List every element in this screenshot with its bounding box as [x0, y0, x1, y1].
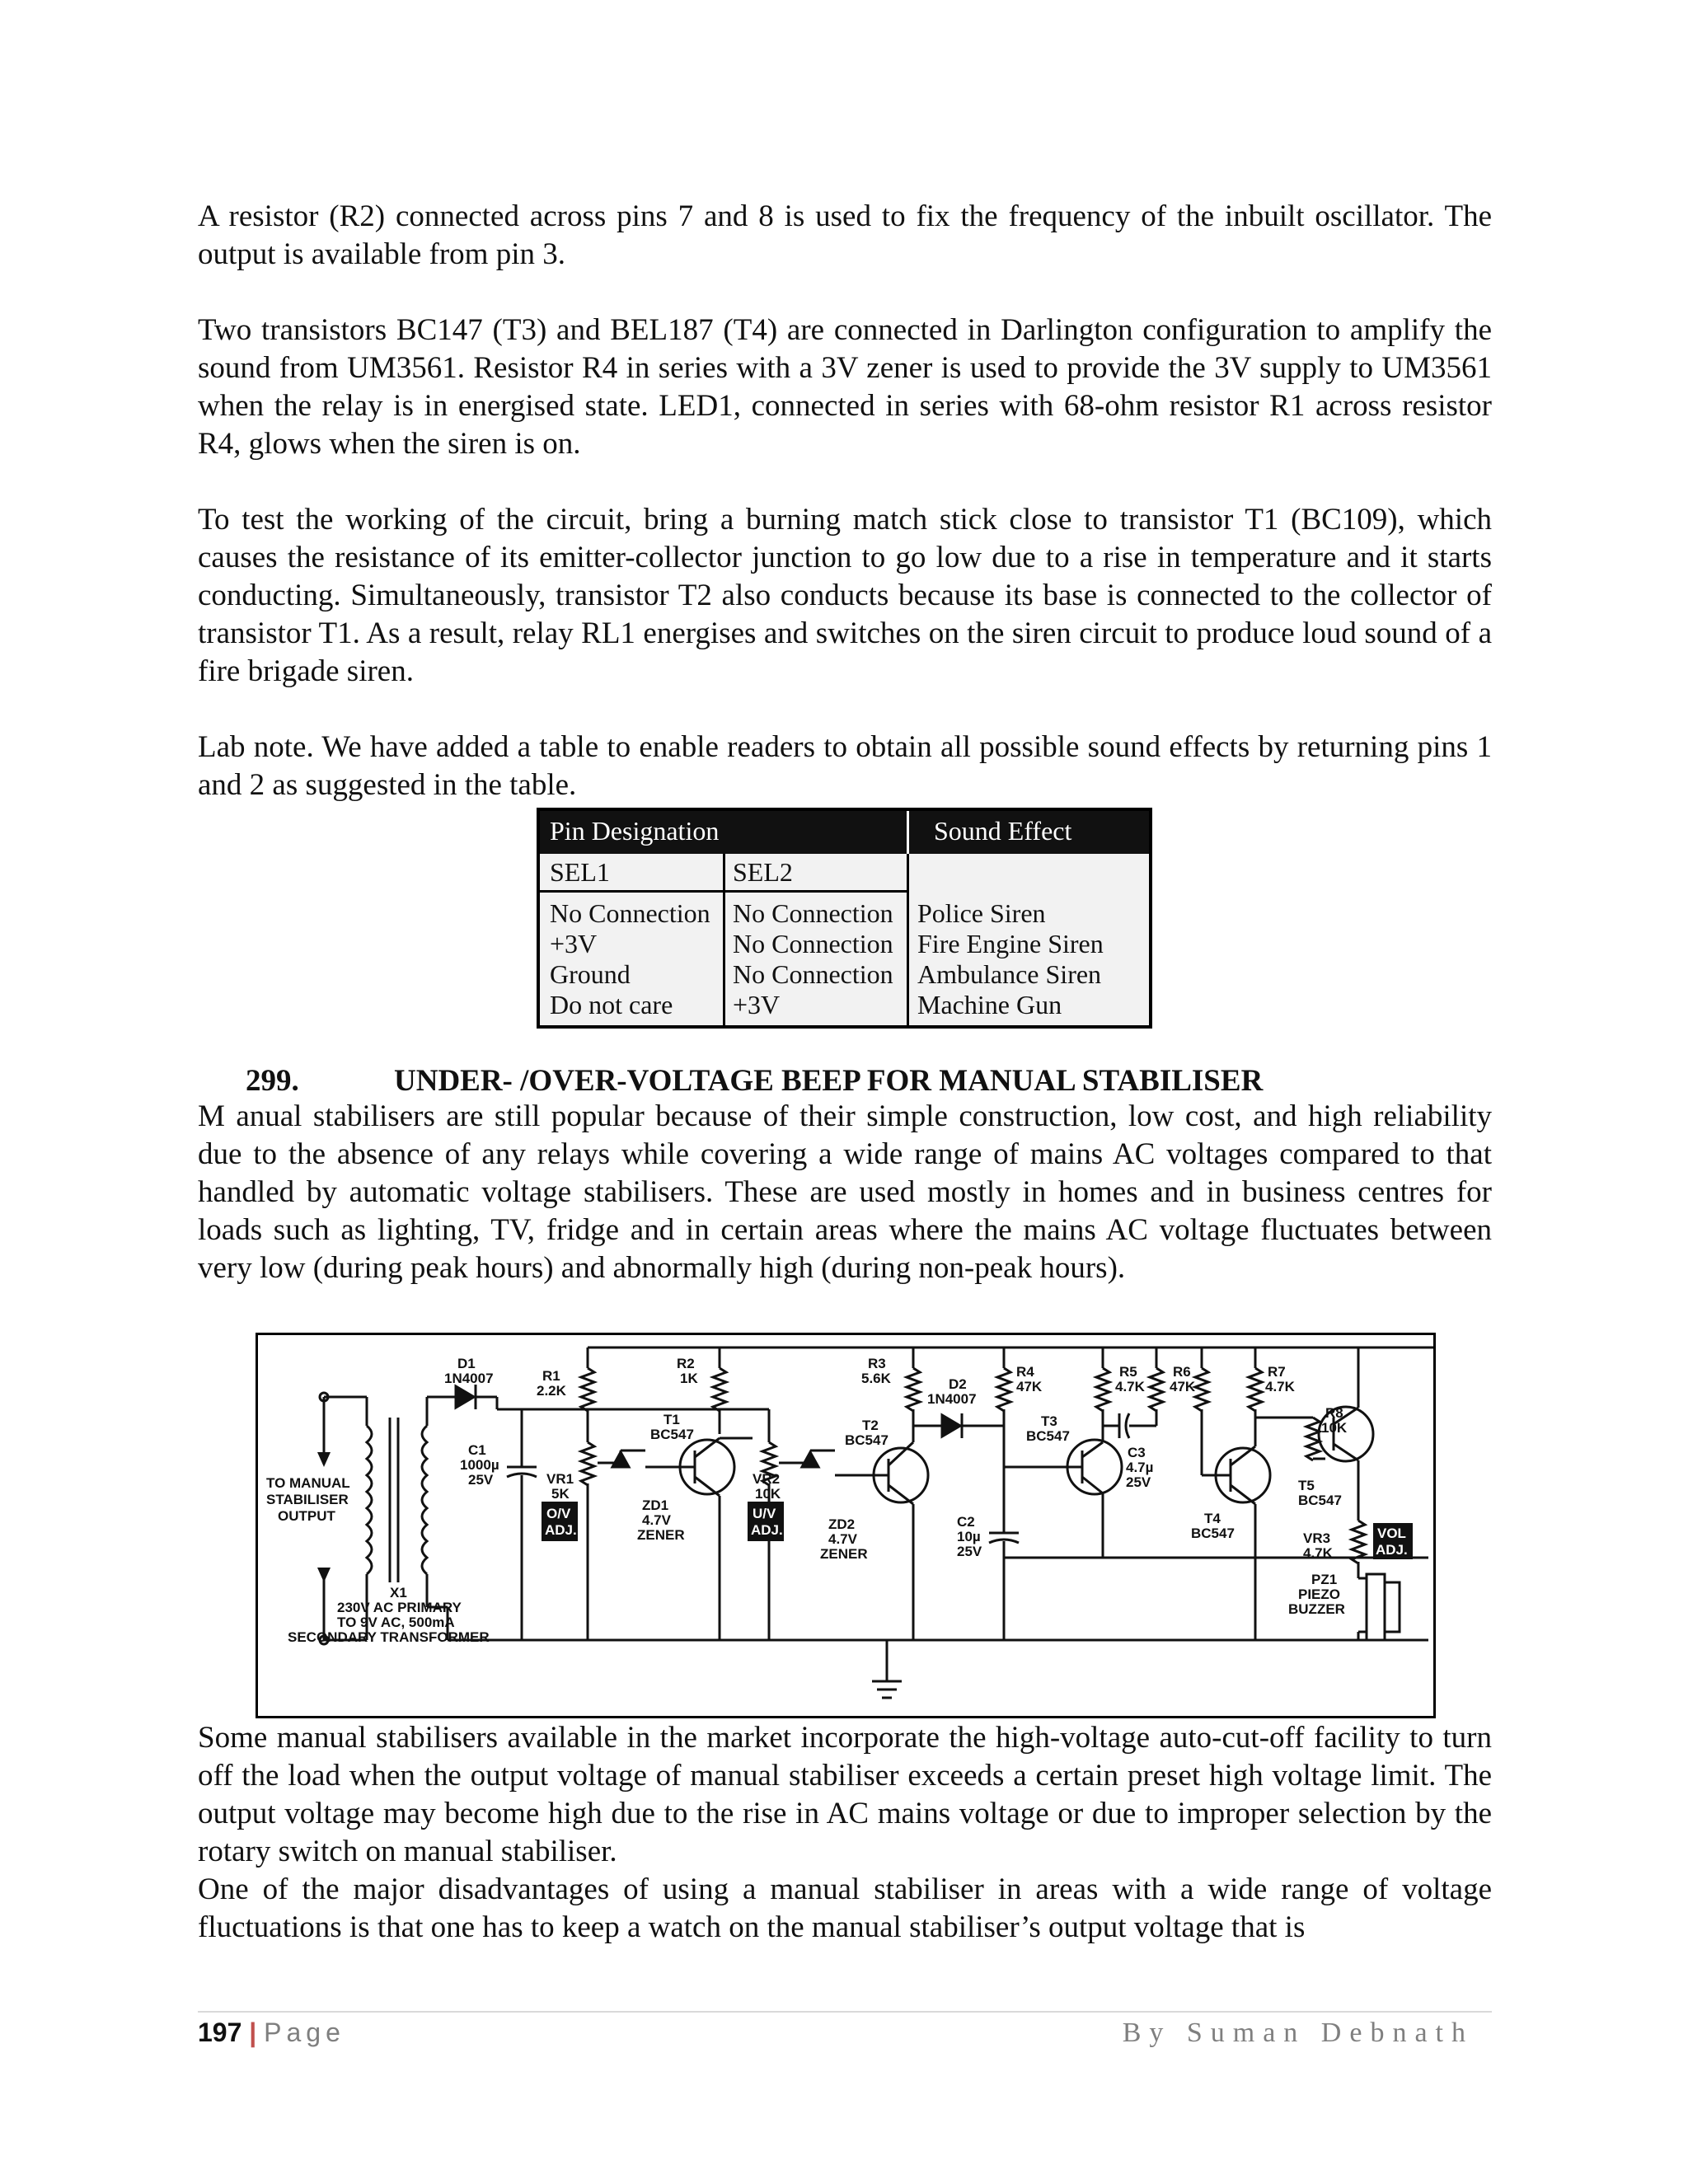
label-d1: D1	[457, 1356, 476, 1371]
table-divider	[907, 854, 909, 1029]
footer-author: By Suman Debnath	[1122, 2018, 1474, 2048]
label-zd2: ZD2	[828, 1516, 856, 1532]
table-column-sel2	[733, 898, 893, 1020]
label-t1: T1	[663, 1412, 680, 1427]
label-pz1: BUZZER	[1288, 1601, 1345, 1617]
label-zd2: ZENER	[820, 1546, 868, 1562]
label-r5: 4.7K	[1115, 1379, 1145, 1394]
label-vr1: 5K	[551, 1486, 570, 1502]
table-cell: Fire Engine Siren	[917, 929, 1104, 958]
label-input: TO MANUAL	[266, 1475, 350, 1491]
label-t5: T5	[1298, 1478, 1315, 1493]
label-vol-adj: ADJ.	[1376, 1542, 1408, 1558]
label-d2: D2	[949, 1376, 967, 1392]
footer-page-number	[198, 2018, 345, 2048]
label-r4: R4	[1016, 1364, 1034, 1380]
label-pz1: PZ1	[1311, 1572, 1338, 1587]
label-r2: 1K	[680, 1371, 698, 1386]
label-c1: 1000µ	[460, 1457, 499, 1473]
label-x1: 230V AC PRIMARY	[337, 1600, 462, 1615]
table-cell: +3V	[550, 929, 598, 958]
paragraph-test-circuit: To test the working of the circuit, bring a burning match stick close to transistor T1 (BC109), which causes the resistance of its emitter-collector junction to go low due to a rise in temperature and it starts conducting. Simultaneously, transistor T2 also conducts because its base is connected to the collector of transistor T1. As a result, relay RL1 energises and switches on the siren circuit to produce loud sound of a fire brigade siren.	[198, 503, 1492, 688]
paragraph-disadvantages: One of the major disadvantages of using a manual stabiliser in areas with a wide range of voltage fluctuations is that one has to keep a watch on the manual stabiliser’s output voltage that is	[198, 1872, 1492, 1944]
table-subheader-sel2: SEL2	[733, 857, 793, 887]
label-c2: 10µ	[957, 1529, 981, 1544]
label-vr2: 10K	[755, 1486, 781, 1502]
table-cell: No Connection	[733, 959, 893, 989]
label-zd1: ZD1	[642, 1497, 669, 1513]
label-r6: 47K	[1170, 1379, 1196, 1394]
table-cell: No Connection	[550, 898, 710, 928]
sound-effect-table	[537, 808, 1152, 1029]
label-r5: R5	[1119, 1364, 1137, 1380]
label-r7: R7	[1268, 1364, 1286, 1380]
table-divider	[723, 854, 725, 1029]
page-word: Page	[264, 2018, 345, 2047]
label-zd1: 4.7V	[642, 1512, 671, 1528]
table-header-pin-designation: Pin Designation	[550, 816, 720, 846]
table-header-sound-effect: Sound Effect	[934, 816, 1072, 846]
table-header	[540, 811, 1149, 854]
label-t3: BC547	[1026, 1428, 1070, 1444]
label-x1: TO 9V AC, 500mA	[337, 1615, 455, 1630]
table-cell: Ambulance Siren	[917, 959, 1102, 989]
table-divider	[540, 890, 907, 893]
page-number: 197	[198, 2018, 242, 2047]
label-d1: 1N4007	[444, 1371, 494, 1386]
label-c3: 4.7µ	[1126, 1460, 1154, 1475]
label-vol-adj: VOL	[1377, 1526, 1406, 1541]
table-cell: +3V	[733, 990, 781, 1019]
table-cell: Police Siren	[917, 898, 1046, 928]
label-uv-adj: U/V	[753, 1506, 776, 1521]
label-zd2: 4.7V	[828, 1531, 857, 1547]
label-r7: 4.7K	[1265, 1379, 1295, 1394]
label-c2: 25V	[957, 1544, 982, 1559]
label-zd1: ZENER	[637, 1527, 685, 1543]
label-input: OUTPUT	[278, 1508, 335, 1524]
label-uv-adj: ADJ.	[751, 1522, 783, 1538]
label-c2: C2	[957, 1514, 975, 1530]
table-subheader-sel1: SEL1	[550, 857, 610, 887]
table-cell: Machine Gun	[917, 990, 1062, 1019]
label-vr1: VR1	[546, 1471, 574, 1487]
label-t2: T2	[862, 1418, 879, 1433]
footer-separator: |	[249, 2018, 257, 2047]
label-t3: T3	[1041, 1413, 1057, 1429]
table-column-sel1	[550, 898, 710, 1020]
paragraph-resistor-r2: A resistor (R2) connected across pins 7 and 8 is used to fix the frequency of the inbuilt oscillator. The output is available from pin 3.	[198, 199, 1492, 271]
footer-rule	[198, 2011, 1492, 2013]
label-r6: R6	[1173, 1364, 1191, 1380]
table-cell: Ground	[550, 959, 631, 989]
label-x1: SECONDARY TRANSFORMER	[288, 1629, 490, 1645]
table-cell: No Connection	[733, 898, 893, 928]
circuit-schematic	[258, 1335, 1433, 1716]
label-pz1: PIEZO	[1298, 1586, 1341, 1602]
paragraph-darlington: Two transistors BC147 (T3) and BEL187 (T4) are connected in Darlington configuration to amplify the sound from UM3561. Resistor R4 in series with a 3V zener is used to provide the 3V supply to UM3561 when the relay is in energised state. LED1, connected in series with 68-ohm resistor R1 across resistor R4, glows when the siren is on.	[198, 313, 1492, 461]
label-c1: C1	[468, 1442, 486, 1458]
label-r1: R1	[542, 1368, 560, 1384]
label-t5: BC547	[1298, 1493, 1342, 1508]
paragraph-manual-stabilisers: M anual stabilisers are still popular because of their simple construction, low cost, and high reliability due to the absence of any relays while covering a wide range of mains AC voltages compared to that handled by automatic voltage stabilisers. These are used mostly in homes and in business centres for loads such as lighting, TV, fridge and in certain areas where the mains AC voltage fluctuates between very low (during peak hours) and abnormally high (during non-peak hours).	[198, 1099, 1492, 1285]
label-vr3: 4.7K	[1303, 1545, 1333, 1561]
label-r3: 5.6K	[861, 1371, 891, 1386]
label-ov-adj: ADJ.	[545, 1522, 577, 1538]
label-t4: T4	[1204, 1511, 1221, 1526]
label-r2: R2	[677, 1356, 695, 1371]
label-t2: BC547	[845, 1432, 889, 1448]
label-c1: 25V	[468, 1472, 494, 1488]
table-cell: No Connection	[733, 929, 893, 958]
label-r3: R3	[868, 1356, 886, 1371]
label-vr2: VR2	[753, 1471, 781, 1487]
circuit-diagram	[256, 1333, 1436, 1718]
label-d2: 1N4007	[927, 1391, 977, 1407]
table-cell: Do not care	[550, 990, 673, 1019]
label-r1: 2.2K	[537, 1383, 566, 1399]
label-input: STABILISER	[266, 1492, 349, 1507]
label-t4: BC547	[1191, 1526, 1235, 1541]
paragraph-lab-note: Lab note. We have added a table to enable readers to obtain all possible sound effects by returning pins 1 and 2 as suggested in the table.	[198, 730, 1492, 802]
label-t1: BC547	[650, 1427, 694, 1442]
table-column-effect	[917, 898, 1104, 1020]
label-c3: 25V	[1126, 1474, 1151, 1490]
label-r8: 10K	[1321, 1420, 1348, 1436]
section-title: UNDER- /OVER-VOLTAGE BEEP FOR MANUAL STABILISER	[394, 1064, 1264, 1098]
paragraph-auto-cut-off: Some manual stabilisers available in the market incorporate the high-voltage auto-cut-off facility to turn off the load when the output voltage of manual stabiliser exceeds a certain preset high voltage limit. The output voltage may become high due to the rise in AC mains voltage or due to improper selection by the rotary switch on manual stabiliser.	[198, 1721, 1492, 1868]
label-c3: C3	[1128, 1445, 1146, 1460]
label-x1: X1	[390, 1585, 407, 1601]
label-r8: R8	[1325, 1405, 1343, 1421]
label-r4: 47K	[1016, 1379, 1043, 1394]
section-number: 299.	[246, 1064, 299, 1098]
label-vr3: VR3	[1303, 1530, 1331, 1546]
label-ov-adj: O/V	[546, 1506, 571, 1521]
